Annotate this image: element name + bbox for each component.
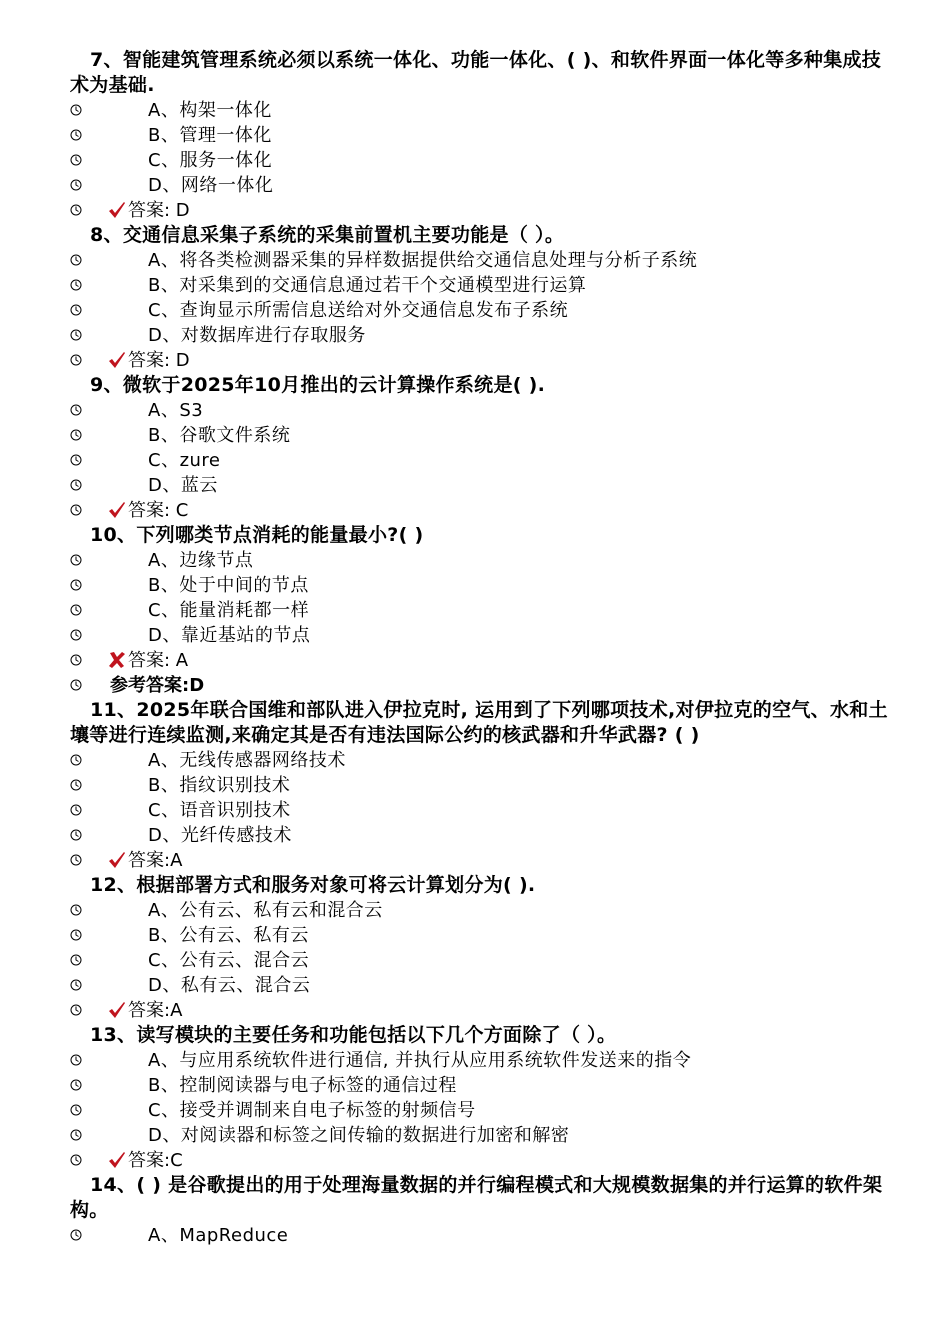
option-text: D、靠近基站的节点 <box>148 625 311 646</box>
option-row[interactable] <box>0 1098 950 1123</box>
option-text: A、S3 <box>148 400 204 421</box>
clock-icon <box>70 454 82 466</box>
option-text: C、公有云、混合云 <box>148 950 310 971</box>
option-row[interactable] <box>0 598 950 623</box>
clock-icon <box>70 129 82 141</box>
option-row[interactable] <box>0 423 950 448</box>
clock-icon <box>70 254 82 266</box>
question-stem: 14、( ) 是谷歌提出的用于处理海量数据的并行编程模式和大规模数据集的并行运算的软件架构。 <box>70 1174 883 1221</box>
checkmark-icon <box>108 851 126 869</box>
answer-text: 答案:A <box>128 850 183 871</box>
answer-row <box>0 848 950 873</box>
clock-icon <box>70 829 82 841</box>
answer-row <box>0 348 950 373</box>
option-row[interactable] <box>0 573 950 598</box>
option-text: D、光纤传感技术 <box>148 825 292 846</box>
clock-icon <box>70 1229 82 1241</box>
option-row[interactable] <box>0 748 950 773</box>
clock-icon <box>70 354 82 366</box>
answer-text: 答案:C <box>128 1150 183 1171</box>
option-row[interactable] <box>0 273 950 298</box>
reference-answer-row <box>0 673 950 698</box>
clock-icon <box>70 104 82 116</box>
question-stem: 13、读写模块的主要任务和功能包括以下几个方面除了（ ）。 <box>90 1024 617 1046</box>
clock-icon <box>70 1079 82 1091</box>
clock-icon <box>70 329 82 341</box>
option-text: D、对阅读器和标签之间传输的数据进行加密和解密 <box>148 1125 570 1146</box>
option-text: B、处于中间的节点 <box>148 575 309 596</box>
question-stem: 10、下列哪类节点消耗的能量最小?( ) <box>90 524 424 546</box>
clock-icon <box>70 554 82 566</box>
option-row[interactable] <box>0 1073 950 1098</box>
answer-text: 答案: D <box>128 200 190 221</box>
clock-icon <box>70 679 82 691</box>
option-text: B、控制阅读器与电子标签的通信过程 <box>148 1075 457 1096</box>
clock-icon <box>70 1104 82 1116</box>
clock-icon <box>70 429 82 441</box>
clock-icon <box>70 1054 82 1066</box>
option-text: C、语音识别技术 <box>148 800 291 821</box>
option-row[interactable] <box>0 973 950 998</box>
option-row[interactable] <box>0 948 950 973</box>
clock-icon <box>70 929 82 941</box>
clock-icon <box>70 504 82 516</box>
answer-row <box>0 998 950 1023</box>
question-stem: 12、根据部署方式和服务对象可将云计算划分为( ). <box>90 874 536 896</box>
option-text: D、对数据库进行存取服务 <box>148 325 366 346</box>
option-text: D、私有云、混合云 <box>148 975 311 996</box>
option-row[interactable] <box>0 773 950 798</box>
option-row[interactable] <box>0 823 950 848</box>
option-row[interactable] <box>0 123 950 148</box>
clock-icon <box>70 629 82 641</box>
clock-icon <box>70 854 82 866</box>
document-page <box>0 48 950 1248</box>
clock-icon <box>70 204 82 216</box>
option-text: B、管理一体化 <box>148 125 272 146</box>
option-row[interactable] <box>0 798 950 823</box>
cross-icon <box>108 651 126 669</box>
answer-text: 答案: C <box>128 500 189 521</box>
clock-icon <box>70 904 82 916</box>
option-row[interactable] <box>0 623 950 648</box>
checkmark-icon <box>108 351 126 369</box>
option-text: B、谷歌文件系统 <box>148 425 291 446</box>
reference-answer-text: 参考答案:D <box>110 675 205 696</box>
clock-icon <box>70 179 82 191</box>
option-row[interactable] <box>0 398 950 423</box>
option-row[interactable] <box>0 98 950 123</box>
clock-icon <box>70 979 82 991</box>
option-text: A、构架一体化 <box>148 100 272 121</box>
question-stem: 8、交通信息采集子系统的采集前置机主要功能是（ ）。 <box>90 224 565 246</box>
option-text: C、查询显示所需信息送给对外交通信息发布子系统 <box>148 300 569 321</box>
clock-icon <box>70 404 82 416</box>
option-text: B、对采集到的交通信息通过若干个交通模型进行运算 <box>148 275 587 296</box>
answer-row <box>0 198 950 223</box>
checkmark-icon <box>108 501 126 519</box>
answer-text: 答案: D <box>128 350 190 371</box>
clock-icon <box>70 1004 82 1016</box>
checkmark-icon <box>108 1001 126 1019</box>
option-text: B、指纹识别技术 <box>148 775 291 796</box>
option-row[interactable] <box>0 323 950 348</box>
option-row[interactable] <box>0 148 950 173</box>
option-text: C、服务一体化 <box>148 150 273 171</box>
clock-icon <box>70 604 82 616</box>
option-text: A、无线传感器网络技术 <box>148 750 346 771</box>
checkmark-icon <box>108 1151 126 1169</box>
option-text: A、边缘节点 <box>148 550 254 571</box>
option-text: C、能量消耗都一样 <box>148 600 310 621</box>
option-text: A、公有云、私有云和混合云 <box>148 900 383 921</box>
clock-icon <box>70 1129 82 1141</box>
option-row[interactable] <box>0 1223 950 1248</box>
clock-icon <box>70 579 82 591</box>
option-row[interactable] <box>0 473 950 498</box>
option-text: A、与应用系统软件进行通信, 并执行从应用系统软件发送来的指令 <box>148 1050 692 1071</box>
checkmark-icon <box>108 201 126 219</box>
option-row[interactable] <box>0 1123 950 1148</box>
option-text: A、MapReduce <box>148 1225 289 1246</box>
clock-icon <box>70 754 82 766</box>
clock-icon <box>70 954 82 966</box>
clock-icon <box>70 279 82 291</box>
clock-icon <box>70 1154 82 1166</box>
option-row[interactable] <box>0 548 950 573</box>
answer-row <box>0 1148 950 1173</box>
clock-icon <box>70 779 82 791</box>
option-row[interactable] <box>0 1048 950 1073</box>
option-row[interactable] <box>0 173 950 198</box>
option-row[interactable] <box>0 448 950 473</box>
clock-icon <box>70 304 82 316</box>
question-stem: 9、微软于2025年10月推出的云计算操作系统是( ). <box>90 374 546 396</box>
answer-text: 答案:A <box>128 1000 183 1021</box>
answer-row <box>0 498 950 523</box>
option-text: D、蓝云 <box>148 475 218 496</box>
clock-icon <box>70 154 82 166</box>
question-stem: 7、智能建筑管理系统必须以系统一体化、功能一体化、( )、和软件界面一体化等多种集成技术为基础. <box>70 49 882 96</box>
option-text: B、公有云、私有云 <box>148 925 309 946</box>
option-text: D、网络一体化 <box>148 175 274 196</box>
answer-text: 答案: A <box>128 650 189 671</box>
option-row[interactable] <box>0 923 950 948</box>
clock-icon <box>70 804 82 816</box>
option-text: A、将各类检测器采集的异样数据提供给交通信息处理与分析子系统 <box>148 250 698 271</box>
clock-icon <box>70 479 82 491</box>
option-row[interactable] <box>0 898 950 923</box>
option-text: C、zure <box>148 450 221 471</box>
clock-icon <box>70 654 82 666</box>
option-row[interactable] <box>0 248 950 273</box>
question-stem: 11、2025年联合国维和部队进入伊拉克时, 运用到了下列哪项技术,对伊拉克的空气、水和土壤等进行连续监测,来确定其是否有违法国际公约的核武器和升华武器? ( ) <box>70 699 888 746</box>
option-text: C、接受并调制来自电子标签的射频信号 <box>148 1100 476 1121</box>
answer-row <box>0 648 950 673</box>
option-row[interactable] <box>0 298 950 323</box>
